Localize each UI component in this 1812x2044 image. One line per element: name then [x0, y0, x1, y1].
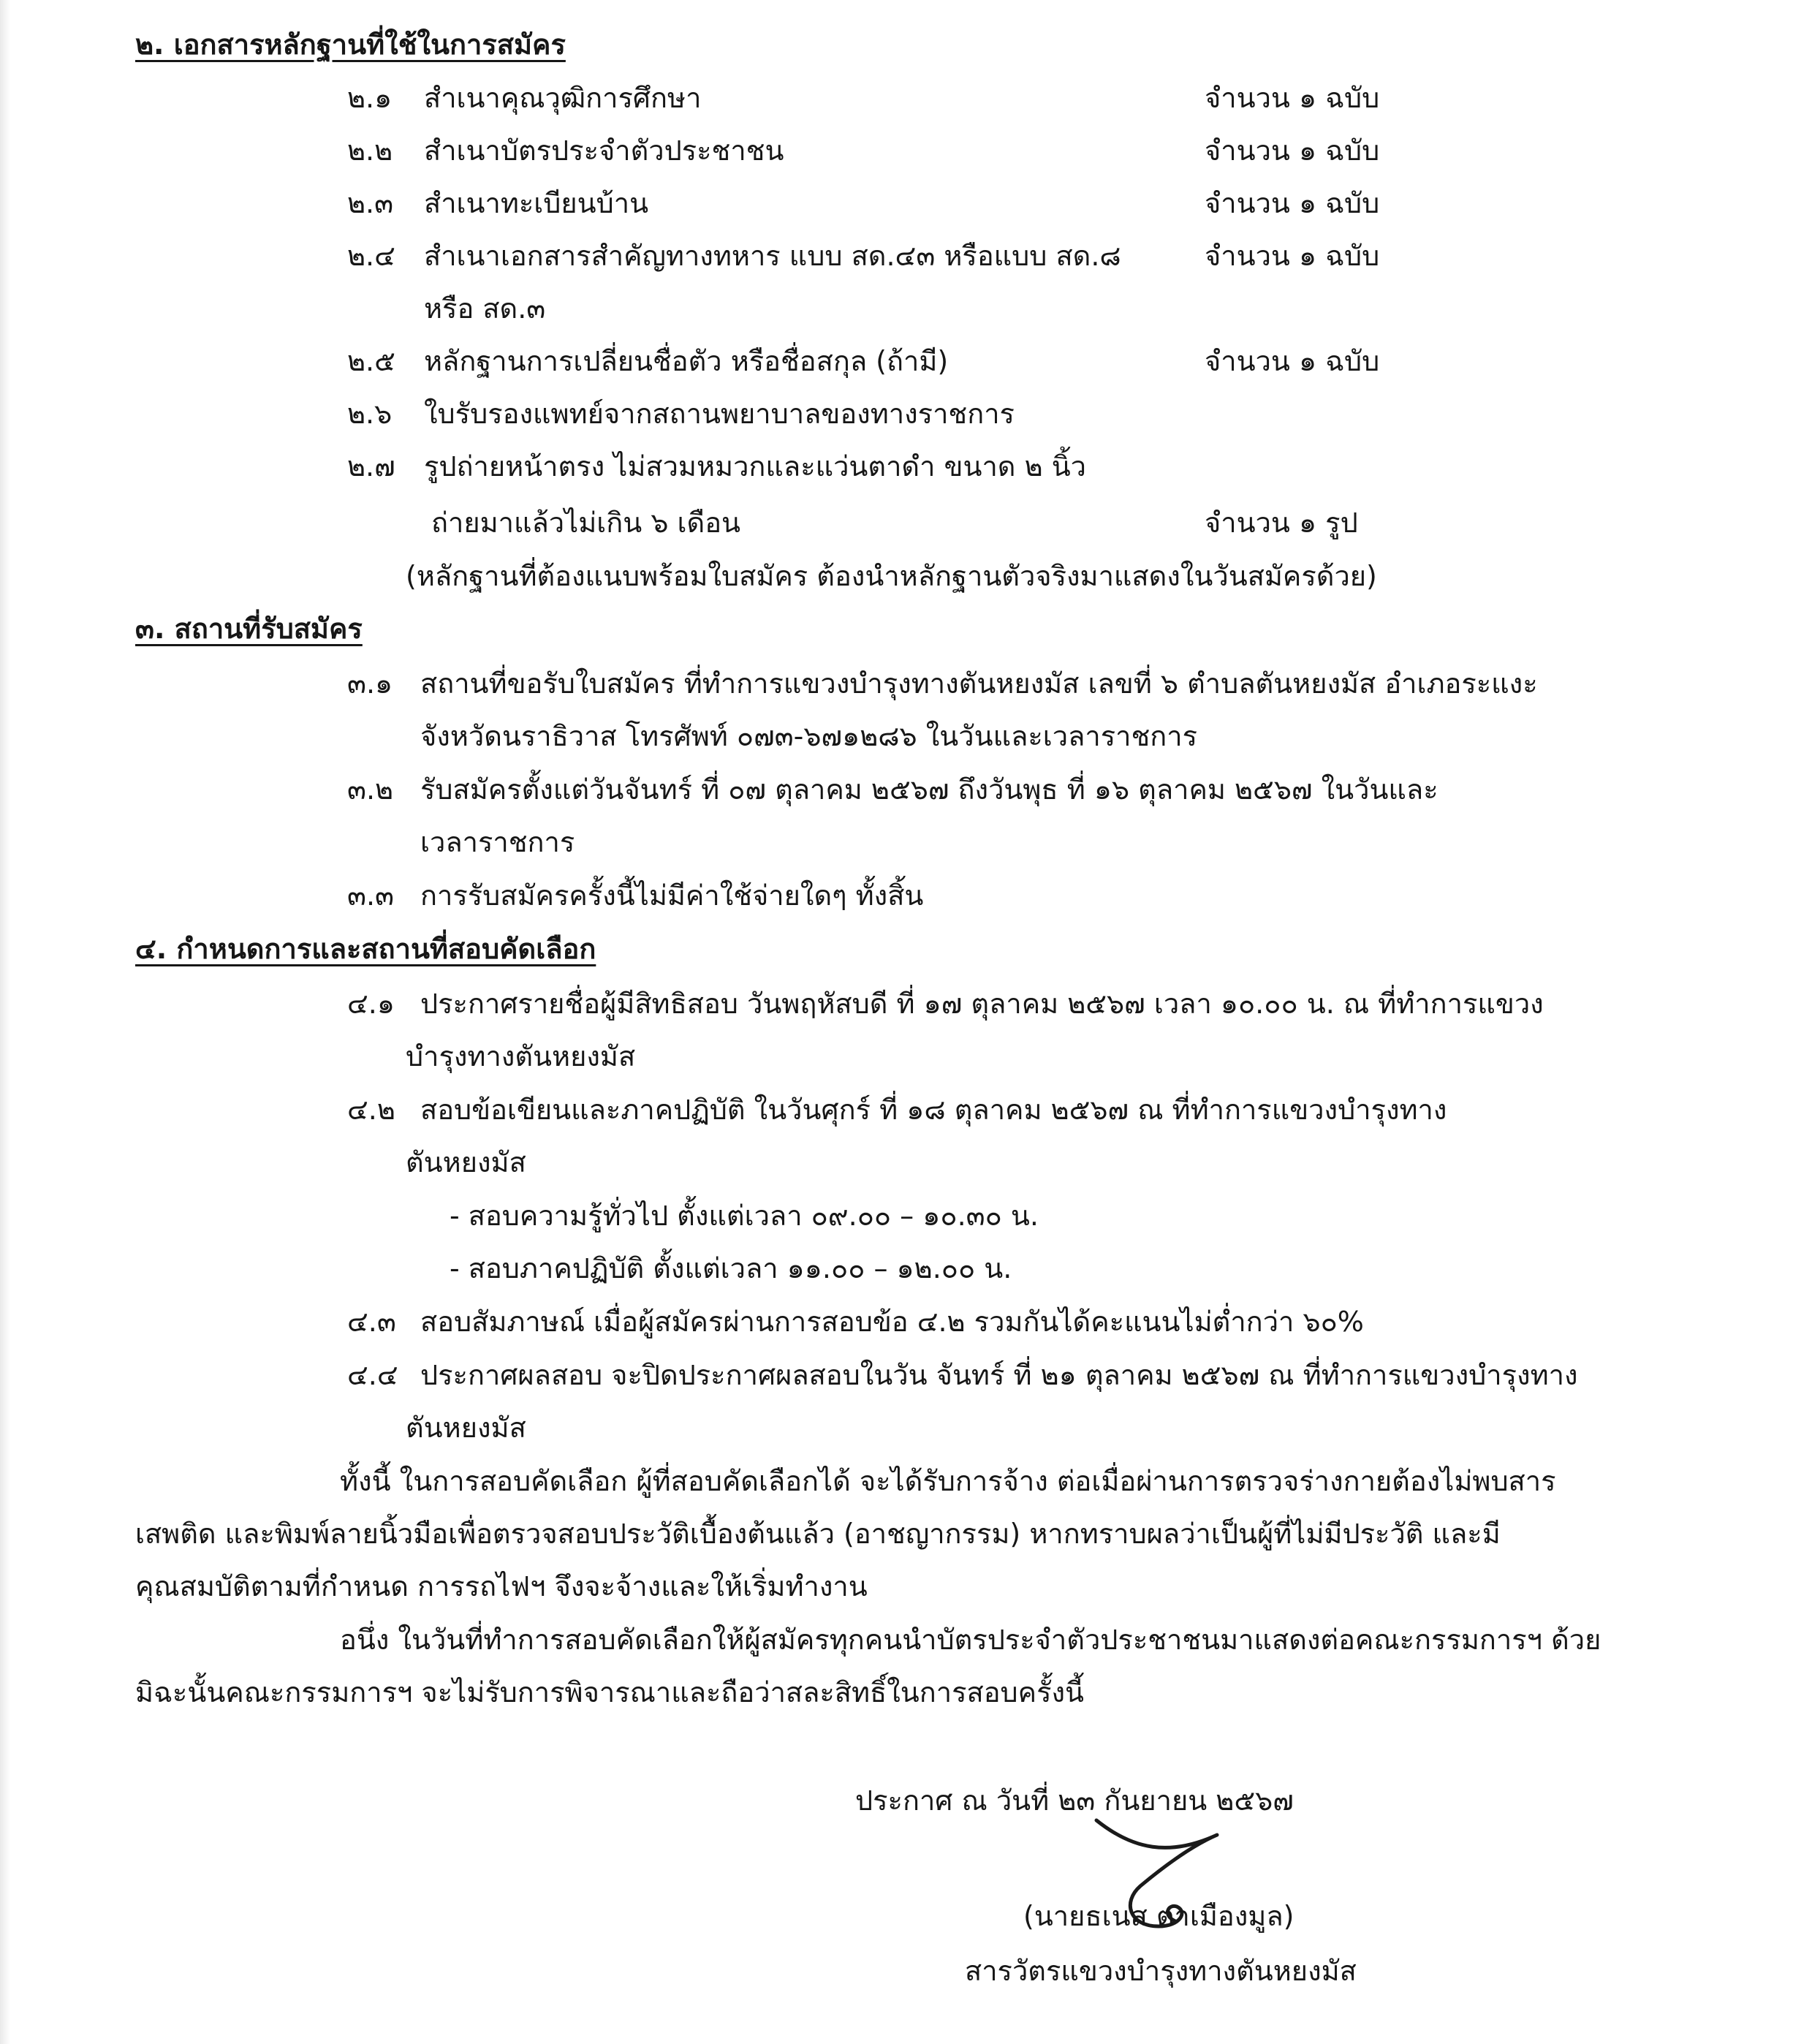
- announcement-date: ประกาศ ณ วันที่ ๒๓ กันยายน ๒๕๖๗: [855, 1784, 1294, 1817]
- item-text: สอบข้อเขียนและภาคปฏิบัติ ในวันศุกร์ ที่ ๑๘ ตุลาคม ๒๕๖๗ ณ ที่ทำการแขวงบำรุงทาง: [420, 1094, 1447, 1126]
- item-quantity: จำนวน ๑ ฉบับ: [1205, 345, 1380, 377]
- item-text: ใบรับรองแพทย์จากสถานพยาบาลของทางราชการ: [424, 398, 1015, 430]
- scan-edge: [0, 0, 10, 2044]
- item-quantity: จำนวน ๑ ฉบับ: [1205, 135, 1380, 167]
- item-text-continued: ตันหยงมัส: [406, 1412, 526, 1444]
- item-text: หลักฐานการเปลี่ยนชื่อตัว หรือชื่อสกุล (ถ้ามี): [424, 345, 949, 377]
- item-text: การรับสมัครครั้งนี้ไม่มีค่าใช้จ่ายใดๆ ทั้งสิ้น: [420, 879, 924, 912]
- item-text-continued: หรือ สด.๓: [424, 292, 546, 325]
- item-text: สถานที่ขอรับใบสมัคร ที่ทำการแขวงบำรุงทางตันหยงมัส เลขที่ ๖ ตำบลตันหยงมัส อำเภอระแงะ: [420, 667, 1538, 700]
- item-number: ๒.๗: [347, 450, 395, 482]
- exam-schedule-general: - สอบความรู้ทั่วไป ตั้งแต่เวลา ๐๙.๐๐ – ๑๐.๓๐ น.: [450, 1200, 1039, 1232]
- item-quantity: จำนวน ๑ ฉบับ: [1205, 187, 1380, 219]
- section-3-heading: ๓. สถานที่รับสมัคร: [135, 613, 363, 645]
- item-text: สำเนาทะเบียนบ้าน: [424, 187, 649, 219]
- item-number: ๒.๔: [347, 240, 395, 272]
- item-text-continued: บำรุงทางตันหยงมัส: [406, 1040, 636, 1072]
- paragraph-line: มิฉะนั้นคณะกรรมการฯ จะไม่รับการพิจารณาและถือว่าสละสิทธิ์ในการสอบครั้งนี้: [135, 1676, 1085, 1708]
- item-number: ๔.๓: [347, 1306, 396, 1338]
- item-quantity: จำนวน ๑ ฉบับ: [1205, 82, 1380, 114]
- item-text-continued: จังหวัดนราธิวาส โทรศัพท์ ๐๗๓-๖๗๑๒๘๖ ในวันและเวลาราชการ: [420, 720, 1198, 752]
- item-text: สำเนาคุณวุฒิการศึกษา: [424, 82, 702, 114]
- item-number: ๒.๖: [347, 398, 393, 430]
- item-number: ๓.๒: [347, 773, 394, 806]
- item-number: ๔.๔: [347, 1359, 398, 1391]
- item-text-continued: ถ่ายมาแล้วไม่เกิน ๖ เดือน: [431, 507, 740, 539]
- item-text-continued: ตันหยงมัส: [406, 1146, 526, 1178]
- signatory-position: สารวัตรแขวงบำรุงทางตันหยงมัส: [965, 1955, 1357, 1987]
- item-number: ๒.๕: [347, 345, 395, 377]
- item-text: ประกาศผลสอบ จะปิดประกาศผลสอบในวัน จันทร์ ที่ ๒๑ ตุลาคม ๒๕๖๗ ณ ที่ทำการแขวงบำรุงทาง: [420, 1359, 1578, 1391]
- section-4-heading: ๔. กำหนดการและสถานที่สอบคัดเลือก: [135, 933, 596, 965]
- item-number: ๓.๓: [347, 879, 395, 912]
- paragraph-line: คุณสมบัติตามที่กำหนด การรถไฟฯ จึงจะจ้างและให้เริ่มทำงาน: [135, 1570, 868, 1602]
- item-quantity: จำนวน ๑ ฉบับ: [1205, 240, 1380, 272]
- item-number: ๓.๑: [347, 667, 393, 700]
- item-text: ประกาศรายชื่อผู้มีสิทธิสอบ วันพฤหัสบดี ที่ ๑๗ ตุลาคม ๒๕๖๗ เวลา ๑๐.๐๐ น. ณ ที่ทำการแขวง: [420, 988, 1544, 1020]
- item-number: ๒.๑: [347, 82, 393, 114]
- section-2-note: (หลักฐานที่ต้องแนบพร้อมใบสมัคร ต้องนำหลักฐานตัวจริงมาแสดงในวันสมัครด้วย): [406, 560, 1377, 592]
- section-2-heading: ๒. เอกสารหลักฐานที่ใช้ในการสมัคร: [135, 29, 566, 61]
- item-text: รับสมัครตั้งแต่วันจันทร์ ที่ ๐๗ ตุลาคม ๒๕๖๗ ถึงวันพุธ ที่ ๑๖ ตุลาคม ๒๕๖๗ ในวันและ: [420, 773, 1438, 806]
- paragraph-line: เสพติด และพิมพ์ลายนิ้วมือเพื่อตรวจสอบประวัติเบื้องต้นแล้ว (อาชญากรรม) หากทราบผลว่าเป็นผู้ที่ไม่มีประวัติ และมี: [135, 1518, 1501, 1550]
- item-text: สำเนาบัตรประจำตัวประชาชน: [424, 135, 784, 167]
- item-number: ๒.๒: [347, 135, 393, 167]
- item-text: สอบสัมภาษณ์ เมื่อผู้สมัครผ่านการสอบข้อ ๔.๒ รวมกันได้คะแนนไม่ต่ำกว่า ๖๐%: [420, 1306, 1364, 1338]
- item-quantity: จำนวน ๑ รูป: [1205, 507, 1358, 539]
- exam-schedule-practical: - สอบภาคปฏิบัติ ตั้งแต่เวลา ๑๑.๐๐ – ๑๒.๐๐ น.: [450, 1252, 1012, 1284]
- signatory-name: (นายธเนส ตาเมืองมูล): [1023, 1900, 1294, 1932]
- paragraph-line: ทั้งนี้ ในการสอบคัดเลือก ผู้ที่สอบคัดเลือกได้ จะได้รับการจ้าง ต่อเมื่อผ่านการตรวจร่างกายต้องไม่พบสาร: [340, 1465, 1556, 1497]
- item-text: รูปถ่ายหน้าตรง ไม่สวมหมวกและแว่นตาดำ ขนาด ๒ นิ้ว: [424, 450, 1087, 482]
- item-number: ๔.๒: [347, 1094, 395, 1126]
- paragraph-line: อนึ่ง ในวันที่ทำการสอบคัดเลือกให้ผู้สมัครทุกคนนำบัตรประจำตัวประชาชนมาแสดงต่อคณะกรรมการฯ ด้วย: [340, 1624, 1601, 1656]
- item-number: ๒.๓: [347, 187, 394, 219]
- item-text: สำเนาเอกสารสำคัญทางทหาร แบบ สด.๔๓ หรือแบบ สด.๘: [424, 240, 1121, 272]
- item-number: ๔.๑: [347, 988, 395, 1020]
- item-text-continued: เวลาราชการ: [420, 826, 575, 858]
